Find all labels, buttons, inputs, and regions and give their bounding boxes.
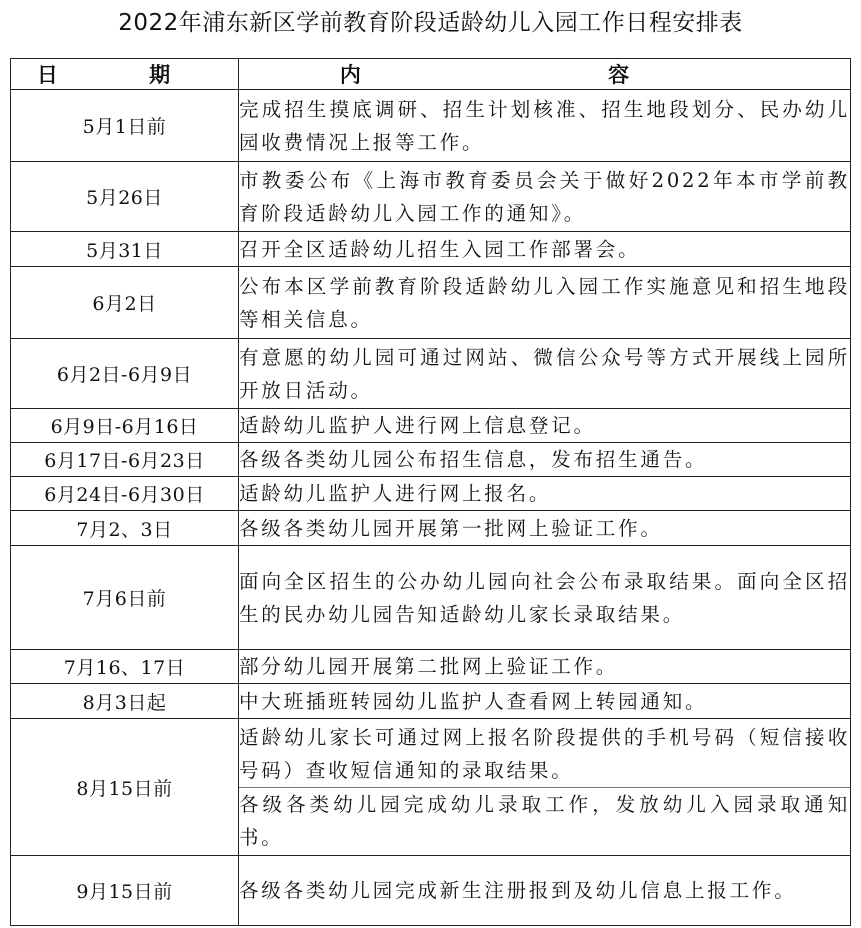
table-row <box>11 339 851 409</box>
header-content: 内 容 <box>239 59 851 90</box>
row-content <box>239 650 851 684</box>
content-paragraph: 各级各类幼儿园开展第一批网上验证工作。 <box>239 516 663 540</box>
content-paragraph: 部分幼儿园开展第二批网上验证工作。 <box>239 655 619 678</box>
table-row <box>11 546 851 650</box>
row-content <box>239 684 851 719</box>
content-paragraph: 召开全区适龄幼儿招生入园工作部署会。 <box>239 237 641 261</box>
table-row <box>11 477 851 511</box>
row-content <box>239 477 851 511</box>
row-content <box>239 90 851 162</box>
content-paragraph: 有意愿的幼儿园可通过网站、微信公众号等方式开展线上园所开放日活动。 <box>239 345 850 402</box>
table-row <box>11 90 851 162</box>
row-date: 7月6日前 <box>11 546 239 650</box>
row-content <box>239 856 851 926</box>
table-header-row <box>11 59 851 90</box>
table-row <box>11 650 851 684</box>
content-paragraph: 面向全区招生的公办幼儿园向社会公布录取结果。面向全区招生的民办幼儿园告知适龄幼儿家长录取结果。 <box>239 569 850 626</box>
row-date: 6月2日-6月9日 <box>11 339 239 409</box>
row-content <box>239 511 851 546</box>
page-title: 2022年浦东新区学前教育阶段适龄幼儿入园工作日程安排表 <box>118 10 743 36</box>
content-paragraph: 市教委公布《上海市教育委员会关于做好2022年本市学前教育阶段适龄幼儿入园工作的通知》。 <box>239 168 850 225</box>
content-paragraph: 各级各类幼儿园公布招生信息，发布招生通告。 <box>239 448 708 471</box>
content-paragraph: 适龄幼儿家长可通过网上报名阶段提供的手机号码（短信接收号码）查收短信通知的录取结果。 <box>239 725 850 782</box>
content-paragraph: 中大班插班转园幼儿监护人查看网上转园通知。 <box>239 689 708 713</box>
row-content <box>239 409 851 443</box>
table-row <box>11 856 851 926</box>
content-paragraph: 适龄幼儿监护人进行网上报名。 <box>239 482 552 505</box>
row-content <box>239 267 851 339</box>
row-date: 5月26日 <box>11 162 239 232</box>
row-date: 8月15日前 <box>11 719 239 856</box>
table-row <box>11 232 851 267</box>
table-row <box>11 511 851 546</box>
row-date: 6月2日 <box>11 267 239 339</box>
schedule-table <box>10 58 851 926</box>
content-paragraph: 适龄幼儿监护人进行网上信息登记。 <box>239 414 596 437</box>
row-content <box>239 546 851 650</box>
row-date: 5月31日 <box>11 232 239 267</box>
table-row <box>11 267 851 339</box>
header-date: 日 期 <box>11 59 239 90</box>
row-date: 9月15日前 <box>11 856 239 926</box>
row-content <box>239 339 851 409</box>
table-row <box>11 443 851 477</box>
row-date: 8月3日起 <box>11 684 239 719</box>
row-content <box>239 232 851 267</box>
row-content <box>239 162 851 232</box>
content-paragraph: 完成招生摸底调研、招生计划核准、招生地段划分、民办幼儿园收费情况上报等工作。 <box>239 97 850 154</box>
table-row <box>11 409 851 443</box>
row-date: 7月2、3日 <box>11 511 239 546</box>
row-date: 5月1日前 <box>11 90 239 162</box>
content-paragraph: 各级各类幼儿园完成新生注册报到及幼儿信息上报工作。 <box>239 879 797 902</box>
row-date: 7月16、17日 <box>11 650 239 684</box>
row-date: 6月24日-6月30日 <box>11 477 239 511</box>
row-date: 6月17日-6月23日 <box>11 443 239 477</box>
table-row <box>11 162 851 232</box>
table-body <box>11 90 851 926</box>
row-content <box>239 719 851 856</box>
row-content <box>239 443 851 477</box>
row-date: 6月9日-6月16日 <box>11 409 239 443</box>
table-row <box>11 719 851 856</box>
table-row <box>11 684 851 719</box>
content-paragraph: 公布本区学前教育阶段适龄幼儿入园工作实施意见和招生地段等相关信息。 <box>239 274 850 331</box>
content-paragraph: 各级各类幼儿园完成幼儿录取工作，发放幼儿入园录取通知书。 <box>239 787 850 854</box>
